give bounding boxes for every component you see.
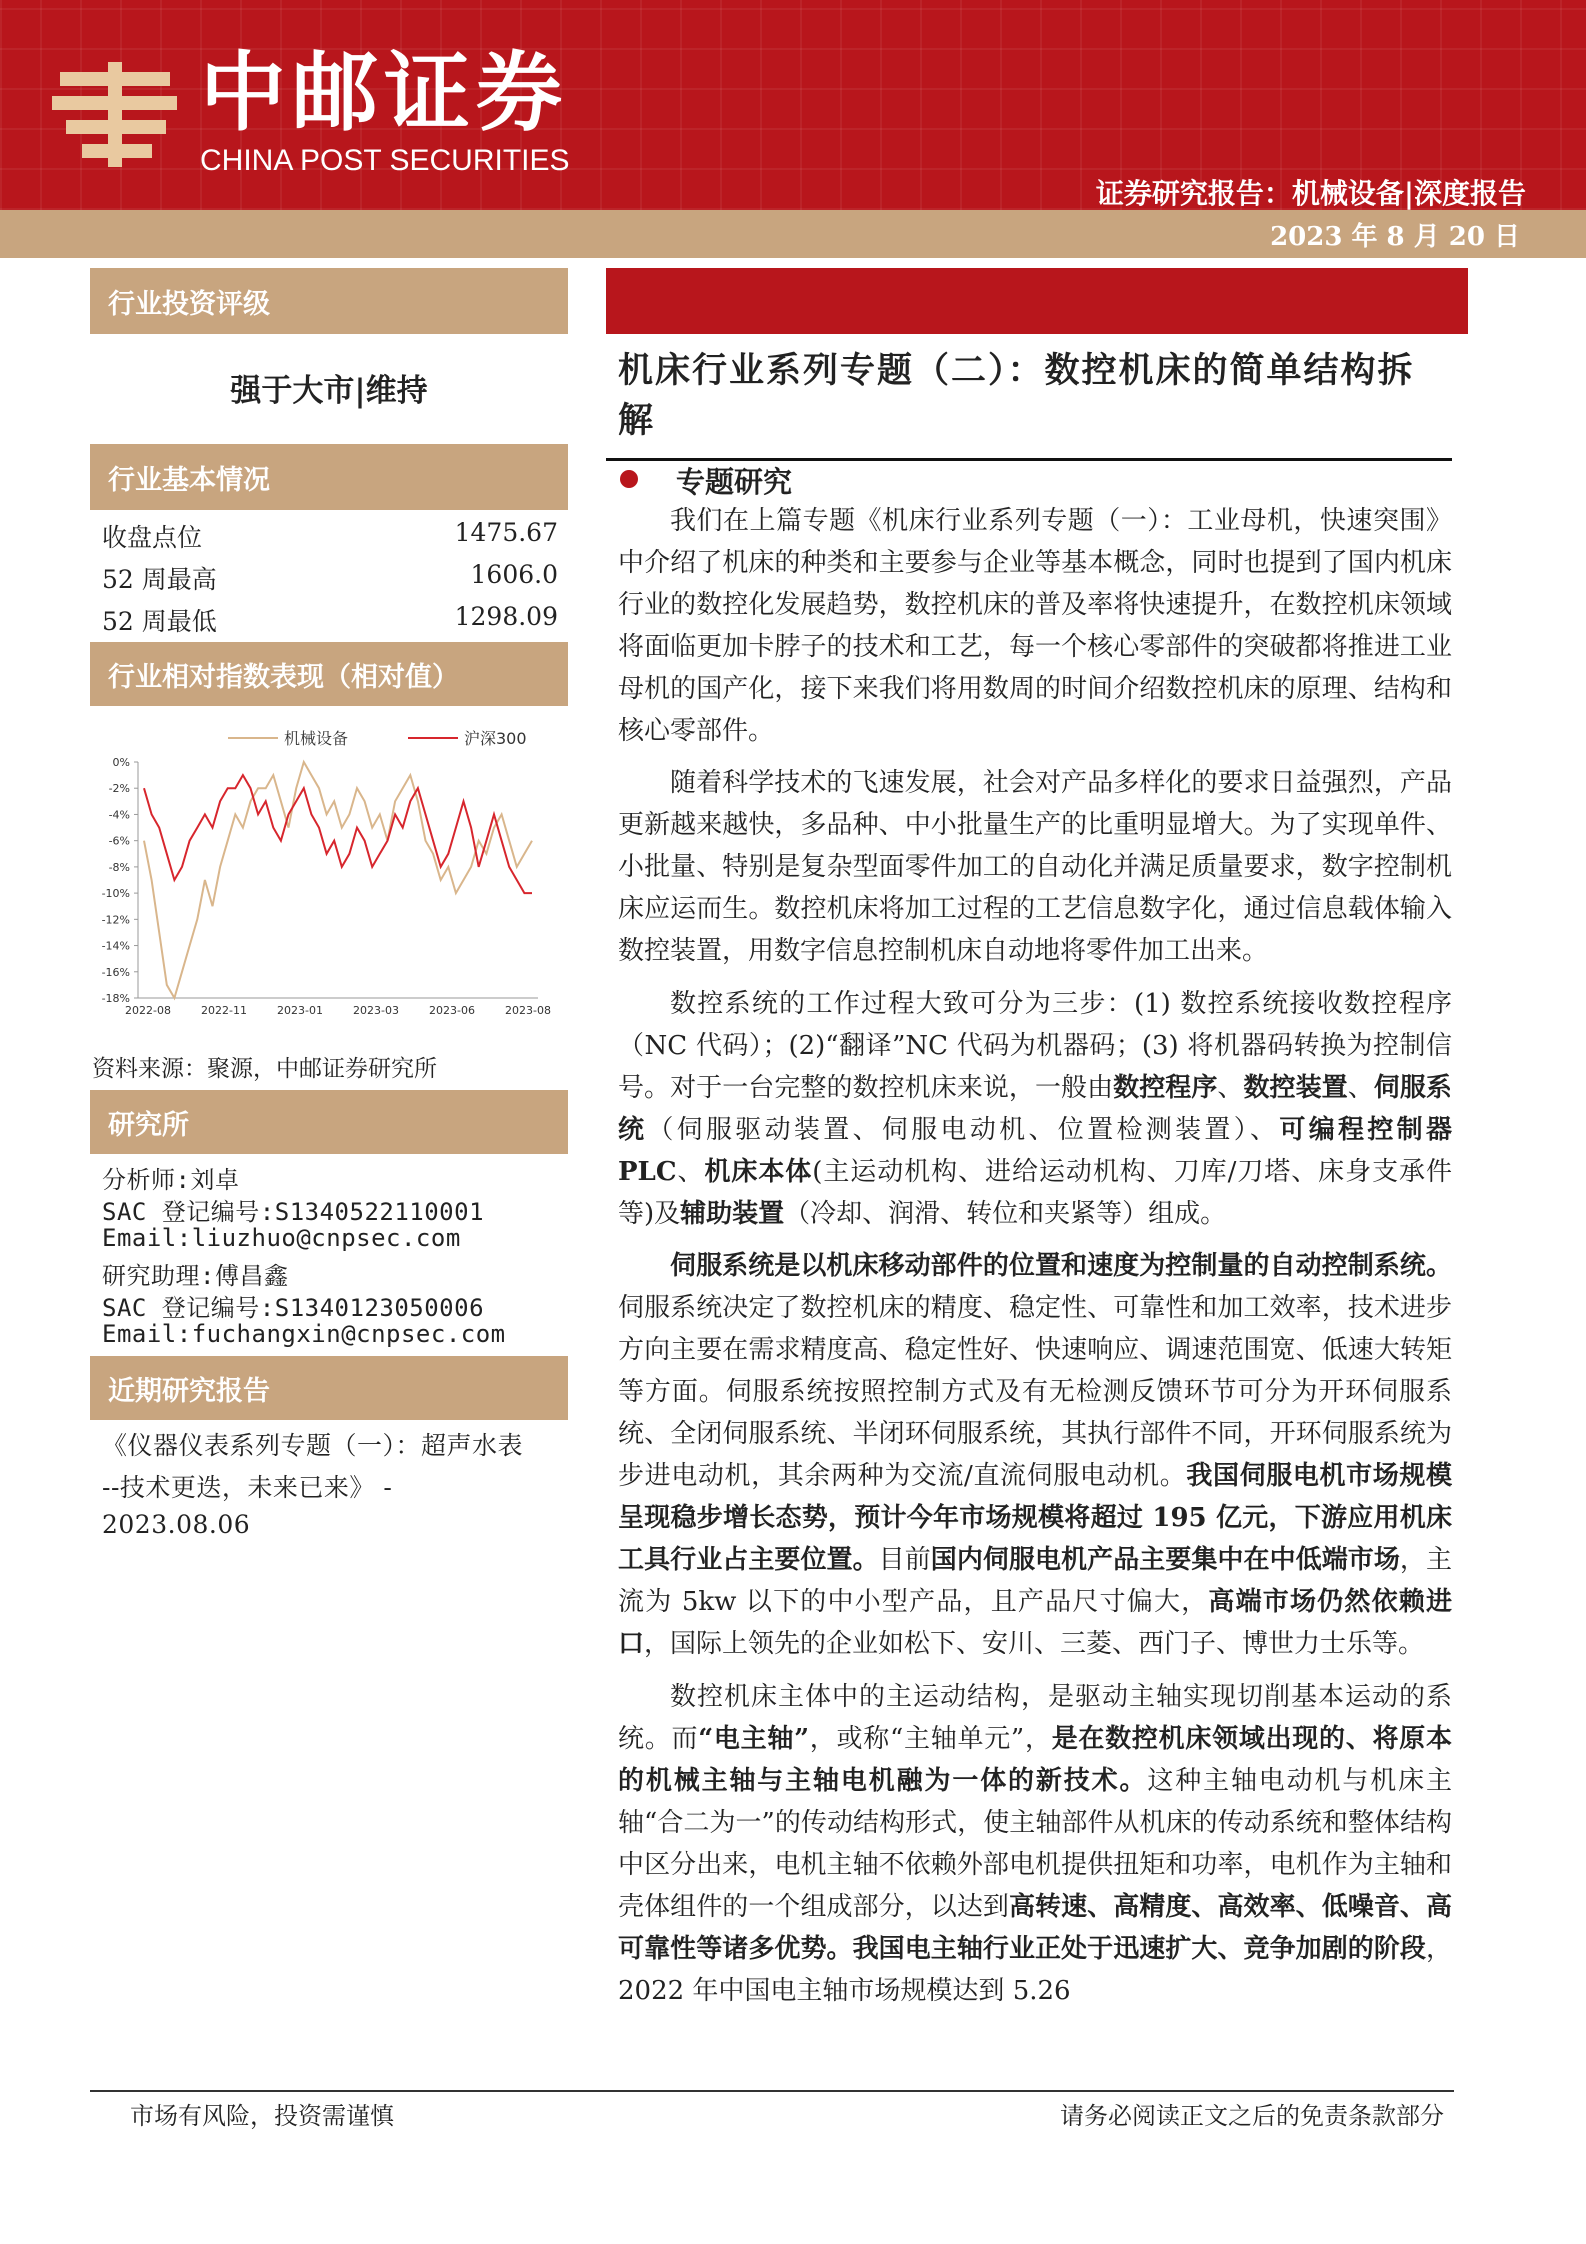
analyst-email[interactable]: Email:liuzhuo@cnpsec.com [102, 1224, 461, 1252]
emphasis-text: 高端市场仍然依赖进口 [618, 1587, 1452, 1660]
bullet-icon [620, 470, 638, 488]
y-tick-label: -16% [101, 965, 130, 979]
brand-name-cn: 中邮证券 [200, 43, 568, 143]
paragraph-text: 这种主轴电动机与机床主轴“合二为一”的传动结构形式，使主轴部件从机床的传动系统和整体结构中区分出来，电机主轴不依赖外部电机提供扭矩和功率，电机作为主轴和壳体组件的一个组成部分，以达到 [618, 1765, 1452, 1922]
paragraph-text: 伺服系统决定了数控机床的精度、稳定性、可靠性和加工效率，技术进步方向主要在需求精度高、稳定性好、快速响应、调速范围宽、低速大转矩等方面。伺服系统按照控制方式及有无检测反馈环节可分为开环伺服系统、全闭伺服系统、半闭环伺服系统，其执行部件不同，开环伺服系统为步进电动机，其余两种为交流/直流伺服电动机。 [618, 1293, 1452, 1492]
x-tick-label: 2022-08 [125, 1004, 171, 1017]
analyst-line: SAC 登记编号:S1340123050006 [102, 1294, 485, 1322]
paragraph-text: 、 [1217, 1072, 1244, 1103]
emphasis-text: 伺服系统是以机床移动部件的位置和速度为控制量的自动控制系统。 [670, 1251, 1452, 1282]
body-paragraph [618, 762, 1452, 972]
x-tick-label: 2023-08 [505, 1004, 551, 1017]
paragraph-text: 、 [1347, 1072, 1374, 1103]
emphasis-text: 可编程控制器 PLC [618, 1114, 1452, 1187]
paragraph-text: 随着科学技术的飞速发展，社会对产品多样化的要求日益强烈，产品更新越来越快，多品种、中小批量生产的比重明显增大。为了实现单件、小批量、特别是复杂型面零件加工的自动化并满足质量要求，数字控制机床应运而生。数控机床将加工过程的工艺信息数字化，通过信息载体输入数控装置，用数字信息控制机床自动地将零件加工出来。 [618, 768, 1452, 967]
body-paragraph [618, 983, 1452, 1235]
paragraph-text: ，国际上领先的企业如松下、安川、三菱、西门子、博世力士乐等。 [644, 1629, 1425, 1660]
footer-disclaimer-note: 请务必阅读正文之后的免责条款部分 [1060, 2102, 1444, 2130]
emphasis-text: 我国伺服电机市场规模呈现稳步增长态势，预计今年市场规模将超过 195 亿元，下游应用机床工具行业占主要位置。 [618, 1461, 1452, 1576]
stat-row [102, 602, 558, 638]
emphasis-text: 辅助装置 [680, 1198, 785, 1229]
stat-value: 1298.09 [454, 602, 558, 631]
y-tick-label: -8% [108, 860, 130, 874]
performance-heading: 行业相对指数表现（相对值） [90, 642, 568, 706]
stat-row [102, 560, 558, 596]
paragraph-text: 、 [676, 1156, 705, 1187]
chart-source-note: 资料来源：聚源，中邮证券研究所 [92, 1056, 437, 1082]
y-tick-label: 0% [112, 756, 130, 769]
emphasis-text: 数控程序 [1113, 1072, 1218, 1103]
x-tick-label: 2022-11 [201, 1004, 247, 1017]
y-tick-label: -14% [101, 939, 130, 953]
stat-value: 1475.67 [454, 518, 558, 547]
body-paragraph [618, 1676, 1452, 2012]
report-title: 机床行业系列专题（二）：数控机床的简单结构拆解 [618, 350, 1415, 441]
title-bar [606, 268, 1468, 334]
footer-divider [90, 2090, 1454, 2092]
y-tick-label: -4% [108, 808, 130, 822]
analyst-line: 分析师:刘卓 [102, 1166, 240, 1194]
stat-row [102, 518, 558, 554]
emphasis-text: 伺服系统 [618, 1072, 1452, 1145]
recent-report-date: 2023.08.06 [102, 1510, 251, 1539]
paragraph-text: 数控机床主体中的主运动结构，是驱动主轴实现切削基本运动的系统。而 [618, 1681, 1452, 1754]
y-tick-label: -18% [101, 992, 130, 1005]
paragraph-text: ，或称“主轴单元”， [809, 1723, 1052, 1754]
date-bar [0, 210, 1586, 258]
x-tick-label: 2023-06 [429, 1004, 475, 1017]
paragraph-text: （冷却、润滑、转位和夹紧等）组成。 [784, 1198, 1227, 1229]
basics-heading: 行业基本情况 [90, 444, 568, 510]
y-tick-label: -2% [108, 782, 130, 796]
brand-name-en: CHINA POST SECURITIES [200, 144, 570, 177]
section-heading: 专题研究 [676, 465, 793, 499]
stat-label: 52 周最高 [102, 565, 217, 594]
emphasis-text: 国内伺服电机产品主要集中在中低端市场 [930, 1545, 1400, 1576]
paragraph-text: ，2022 年中国电主轴市场规模达到 5.26 [618, 1933, 1452, 2006]
legend-label-machinery: 机械设备 [284, 729, 349, 748]
paragraph-text: （伺服驱动装置、伺服电动机、位置检测装置）、 [647, 1114, 1280, 1145]
industry-rating: 强于大市|维持 [230, 373, 428, 409]
paragraph-text: 目前 [878, 1545, 931, 1576]
header-banner [0, 0, 1586, 210]
report-date: 2023 年 8 月 20 日 [1270, 222, 1520, 252]
rating-heading: 行业投资评级 [90, 268, 568, 334]
analyst-email[interactable]: Email:fuchangxin@cnpsec.com [102, 1320, 506, 1348]
stat-value: 1606.0 [470, 560, 558, 589]
paragraph-text: 数控系统的工作过程大致可分为三步：(1) 数控系统接收数控程序（NC 代码）；(2)“翻译”NC 代码为机器码；(3) 将机器码转换为控制信号。对于一台完整的数控机床来说，一般由 [618, 988, 1452, 1103]
y-tick-label: -10% [101, 887, 130, 901]
y-tick-label: -12% [101, 913, 130, 927]
footer-risk-note: 市场有风险，投资需谨慎 [130, 2102, 394, 2130]
series-line-machinery [144, 762, 532, 998]
body-paragraph [618, 1245, 1452, 1665]
emphasis-text: 机床本体 [704, 1156, 813, 1187]
report-type-label: 证券研究报告：机械设备|深度报告 [1095, 177, 1526, 210]
china-post-logo-icon [52, 62, 177, 167]
analyst-line: SAC 登记编号:S1340522110001 [102, 1198, 485, 1226]
paragraph-text: (主运动机构、进给运动机构、刀库/刀塔、床身支承件等)及 [618, 1156, 1452, 1229]
emphasis-text: 数控装置 [1243, 1072, 1348, 1103]
chart-legend [228, 729, 527, 748]
paragraph-text: 我们在上篇专题《机床行业系列专题（一）：工业母机，快速突围》中介绍了机床的种类和主要参与企业等基本概念，同时也提到了国内机床行业的数控化发展趋势，数控机床的普及率将快速提升，在数控机床领域将面临更加卡脖子的技术和工艺，每一个核心零部件的突破都将推进工业母机的国产化，接下来我们将用数周的时间介绍数控机床的原理、结构和核心零部件。 [618, 506, 1452, 746]
series-line-hs300 [144, 775, 532, 893]
recent-report-link[interactable]: 《仪器仪表系列专题（一）：超声水表 [102, 1431, 524, 1460]
recent-report-link[interactable]: --技术更迭，未来已来》 - [102, 1473, 393, 1502]
relative-performance-chart [88, 722, 568, 1022]
emphasis-text: “电主轴” [698, 1723, 810, 1754]
recent-reports-heading: 近期研究报告 [90, 1356, 568, 1420]
x-tick-label: 2023-01 [277, 1004, 323, 1017]
analyst-line: 研究助理:傅昌鑫 [102, 1262, 289, 1290]
research-heading: 研究所 [90, 1090, 568, 1154]
x-tick-label: 2023-03 [353, 1004, 399, 1017]
body-paragraph [618, 500, 1452, 752]
stat-label: 52 周最低 [102, 607, 217, 636]
emphasis-text: 是在数控机床领域出现的、将原本的机械主轴与主轴电机融为一体的新技术。 [618, 1723, 1452, 1796]
y-tick-label: -6% [108, 834, 130, 848]
paragraph-text: ，主流为 5kw 以下的中小型产品，且产品尺寸偏大， [618, 1545, 1452, 1618]
body-text [618, 500, 1452, 2022]
emphasis-text: 高转速、高精度、高效率、低噪音、高可靠性等诸多优势。我国电主轴行业正处于迅速扩大、竞争加剧的阶段 [618, 1891, 1452, 1964]
stat-label: 收盘点位 [102, 523, 203, 552]
legend-label-hs300: 沪深300 [464, 729, 527, 748]
